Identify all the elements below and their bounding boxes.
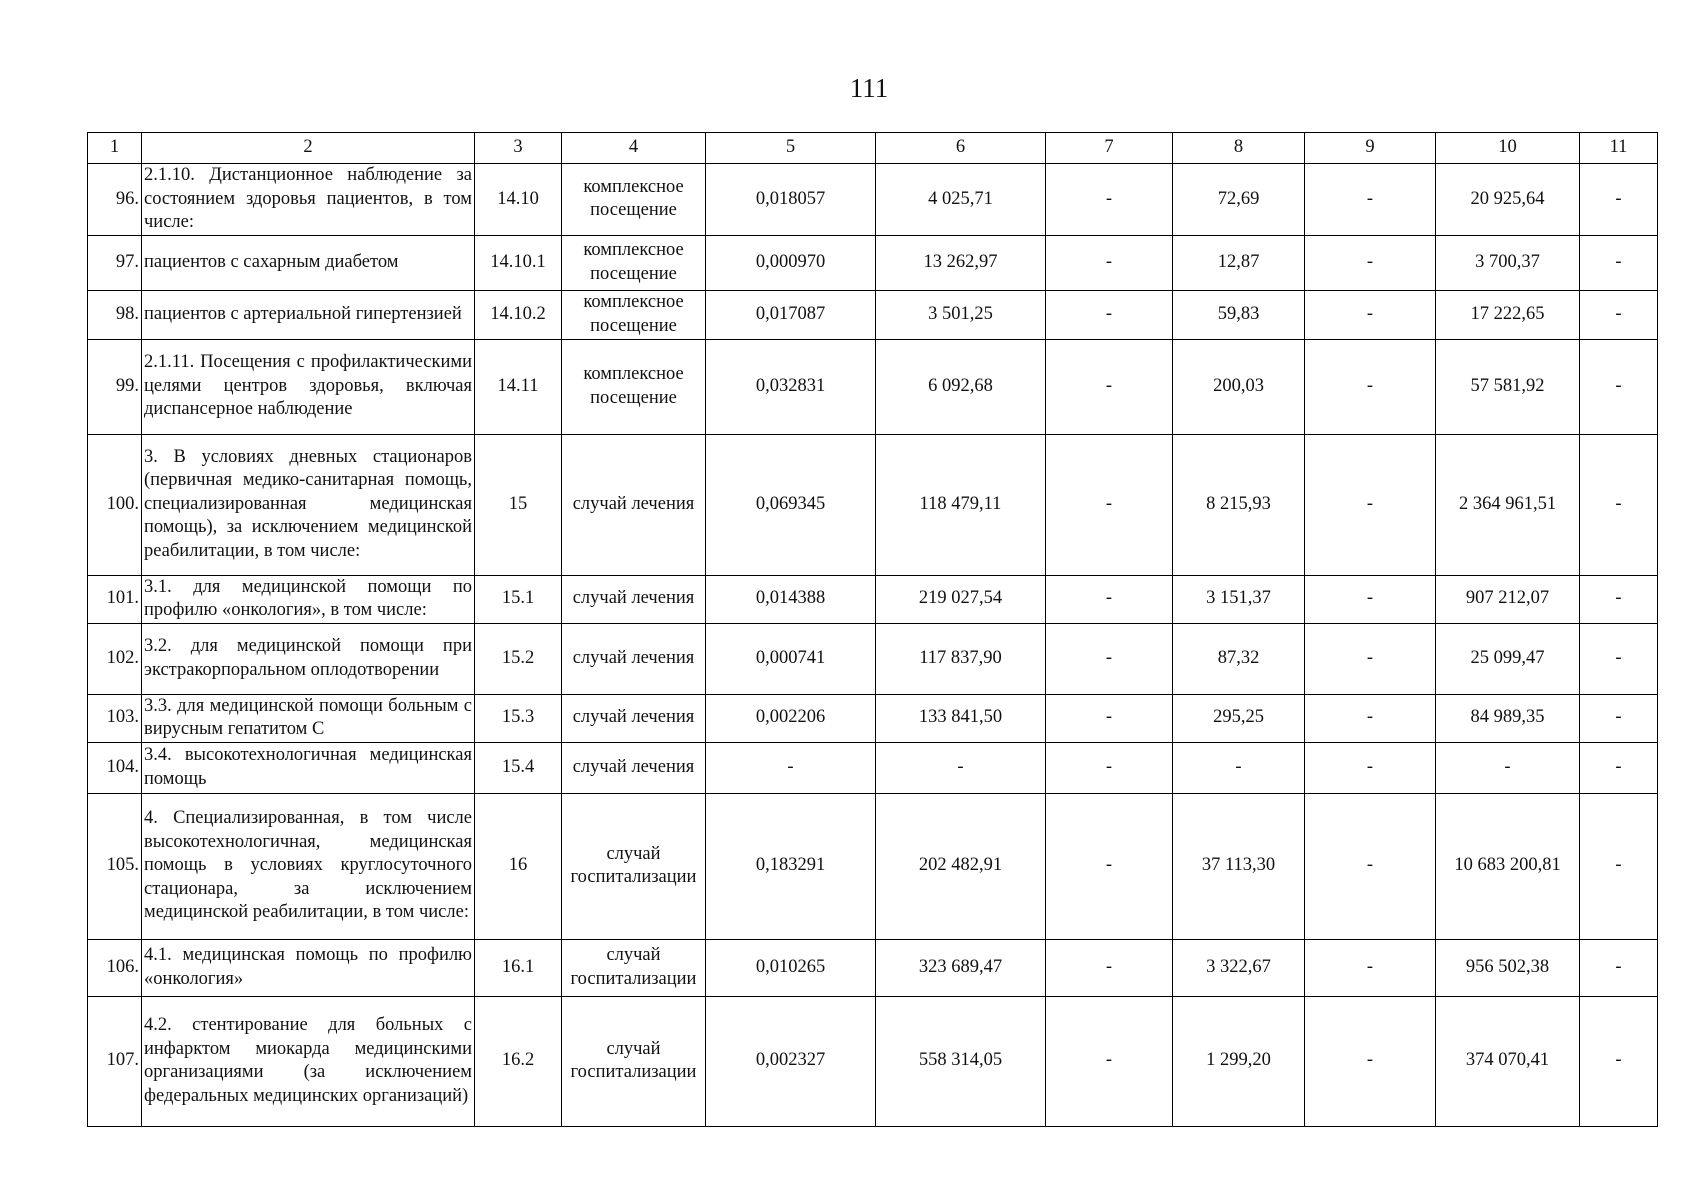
row-value: - xyxy=(1305,290,1436,339)
row-number: 103. xyxy=(88,694,142,742)
column-header: 4 xyxy=(562,133,706,164)
row-unit: случай лечения xyxy=(562,742,706,793)
column-header: 3 xyxy=(475,133,562,164)
row-value: 6 092,68 xyxy=(876,339,1046,434)
row-value: 295,25 xyxy=(1173,694,1305,742)
table-row xyxy=(88,290,1658,339)
row-value: 0,002206 xyxy=(706,694,876,742)
table-row xyxy=(88,793,1658,939)
row-value: 57 581,92 xyxy=(1436,339,1580,434)
row-number: 96. xyxy=(88,164,142,236)
row-number: 99. xyxy=(88,339,142,434)
row-value: 13 262,97 xyxy=(876,235,1046,290)
row-code: 15 xyxy=(475,434,562,575)
row-value: - xyxy=(1305,793,1436,939)
row-value: 3 501,25 xyxy=(876,290,1046,339)
table-row xyxy=(88,164,1658,236)
row-unit: случай госпитализации xyxy=(562,996,706,1126)
row-value: - xyxy=(1305,742,1436,793)
table-row xyxy=(88,939,1658,996)
table-row xyxy=(88,235,1658,290)
row-value: - xyxy=(1305,235,1436,290)
row-value: - xyxy=(1046,996,1173,1126)
row-value: 219 027,54 xyxy=(876,575,1046,623)
row-value: - xyxy=(1580,793,1658,939)
row-value: - xyxy=(1046,793,1173,939)
table-header-row xyxy=(88,133,1658,164)
row-value: - xyxy=(706,742,876,793)
row-unit: случай лечения xyxy=(562,434,706,575)
row-code: 15.2 xyxy=(475,623,562,694)
row-code: 16 xyxy=(475,793,562,939)
row-name: 3.2. для медицинской помощи при экстракорпоральном оплодотворении xyxy=(142,623,475,694)
row-value: - xyxy=(1436,742,1580,793)
row-value: 20 925,64 xyxy=(1436,164,1580,236)
row-value: - xyxy=(1580,742,1658,793)
row-value: 117 837,90 xyxy=(876,623,1046,694)
row-value: 0,069345 xyxy=(706,434,876,575)
row-unit: комплексное посещение xyxy=(562,339,706,434)
row-value: 907 212,07 xyxy=(1436,575,1580,623)
row-value: - xyxy=(1305,339,1436,434)
row-value: 25 099,47 xyxy=(1436,623,1580,694)
row-value: 323 689,47 xyxy=(876,939,1046,996)
row-name: 4.1. медицинская помощь по профилю «онкология» xyxy=(142,939,475,996)
row-value: 17 222,65 xyxy=(1436,290,1580,339)
row-value: 118 479,11 xyxy=(876,434,1046,575)
row-unit: случай лечения xyxy=(562,623,706,694)
data-table xyxy=(87,132,1658,1127)
row-value: - xyxy=(1305,575,1436,623)
column-header: 10 xyxy=(1436,133,1580,164)
row-name: 4.2. стентирование для больных с инфарктом миокарда медицинскими организациями (за исключением федеральных медицинских организаций) xyxy=(142,996,475,1126)
row-value: 10 683 200,81 xyxy=(1436,793,1580,939)
row-name: 3.4. высокотехнологичная медицинская помощь xyxy=(142,742,475,793)
row-value: 0,000741 xyxy=(706,623,876,694)
row-code: 15.1 xyxy=(475,575,562,623)
row-value: - xyxy=(1305,434,1436,575)
row-value: 59,83 xyxy=(1173,290,1305,339)
row-value: - xyxy=(1046,290,1173,339)
row-value: 133 841,50 xyxy=(876,694,1046,742)
row-number: 97. xyxy=(88,235,142,290)
row-value: 84 989,35 xyxy=(1436,694,1580,742)
row-value: - xyxy=(1305,996,1436,1126)
row-name: 4. Специализированная, в том числе высокотехнологичная, медицинская помощь в условиях круглосуточного стационара, за исключением медицинской реабилитации, в том числе: xyxy=(142,793,475,939)
row-number: 100. xyxy=(88,434,142,575)
row-value: 87,32 xyxy=(1173,623,1305,694)
row-code: 16.1 xyxy=(475,939,562,996)
row-name: 3.3. для медицинской помощи больным с вирусным гепатитом С xyxy=(142,694,475,742)
row-unit: комплексное посещение xyxy=(562,235,706,290)
row-name: 2.1.10. Дистанционное наблюдение за состоянием здоровья пациентов, в том числе: xyxy=(142,164,475,236)
row-value: 37 113,30 xyxy=(1173,793,1305,939)
row-value: 956 502,38 xyxy=(1436,939,1580,996)
column-header: 11 xyxy=(1580,133,1658,164)
row-name: 3.1. для медицинской помощи по профилю «онкология», в том числе: xyxy=(142,575,475,623)
row-value: 0,032831 xyxy=(706,339,876,434)
row-value: - xyxy=(1580,623,1658,694)
row-number: 102. xyxy=(88,623,142,694)
column-header: 1 xyxy=(88,133,142,164)
row-code: 14.10 xyxy=(475,164,562,236)
table-row xyxy=(88,434,1658,575)
table-row xyxy=(88,694,1658,742)
row-unit: случай госпитализации xyxy=(562,793,706,939)
row-value: 200,03 xyxy=(1173,339,1305,434)
row-number: 106. xyxy=(88,939,142,996)
row-value: 0,183291 xyxy=(706,793,876,939)
row-unit: комплексное посещение xyxy=(562,290,706,339)
column-header: 9 xyxy=(1305,133,1436,164)
row-value: - xyxy=(1046,339,1173,434)
row-value: - xyxy=(1046,235,1173,290)
row-value: 0,017087 xyxy=(706,290,876,339)
row-value: 0,000970 xyxy=(706,235,876,290)
column-header: 6 xyxy=(876,133,1046,164)
row-value: - xyxy=(1305,939,1436,996)
row-value: 0,010265 xyxy=(706,939,876,996)
row-number: 105. xyxy=(88,793,142,939)
row-value: 558 314,05 xyxy=(876,996,1046,1126)
row-value: 4 025,71 xyxy=(876,164,1046,236)
row-code: 15.3 xyxy=(475,694,562,742)
row-value: 0,002327 xyxy=(706,996,876,1126)
row-value: - xyxy=(1046,742,1173,793)
row-value: - xyxy=(1046,434,1173,575)
row-value: - xyxy=(1580,575,1658,623)
row-value: - xyxy=(1580,235,1658,290)
row-name: 2.1.11. Посещения с профилактическими целями центров здоровья, включая диспансерное наблюдение xyxy=(142,339,475,434)
row-value: 0,014388 xyxy=(706,575,876,623)
row-value: - xyxy=(1173,742,1305,793)
row-value: - xyxy=(1580,164,1658,236)
row-value: - xyxy=(1046,694,1173,742)
row-unit: случай госпитализации xyxy=(562,939,706,996)
row-code: 15.4 xyxy=(475,742,562,793)
row-number: 98. xyxy=(88,290,142,339)
row-value: 3 151,37 xyxy=(1173,575,1305,623)
row-unit: случай лечения xyxy=(562,575,706,623)
row-code: 16.2 xyxy=(475,996,562,1126)
column-header: 2 xyxy=(142,133,475,164)
row-value: - xyxy=(1046,164,1173,236)
column-header: 8 xyxy=(1173,133,1305,164)
row-value: - xyxy=(1046,939,1173,996)
page-number: 111 xyxy=(849,73,889,103)
row-value: - xyxy=(1046,623,1173,694)
row-value: - xyxy=(1580,996,1658,1126)
row-code: 14.11 xyxy=(475,339,562,434)
row-value: - xyxy=(876,742,1046,793)
row-value: 8 215,93 xyxy=(1173,434,1305,575)
row-value: 3 700,37 xyxy=(1436,235,1580,290)
row-value: 12,87 xyxy=(1173,235,1305,290)
row-code: 14.10.1 xyxy=(475,235,562,290)
row-unit: комплексное посещение xyxy=(562,164,706,236)
row-value: - xyxy=(1580,339,1658,434)
table-row xyxy=(88,742,1658,793)
row-value: - xyxy=(1046,575,1173,623)
row-value: - xyxy=(1305,694,1436,742)
row-value: - xyxy=(1580,939,1658,996)
row-number: 107. xyxy=(88,996,142,1126)
table-row xyxy=(88,339,1658,434)
row-value: 374 070,41 xyxy=(1436,996,1580,1126)
table-row xyxy=(88,996,1658,1126)
row-unit: случай лечения xyxy=(562,694,706,742)
row-name: пациентов с артериальной гипертензией xyxy=(142,290,475,339)
row-name: 3. В условиях дневных стационаров (первичная медико-санитарная помощь, специализированная медицинская помощь), за исключением медицинской реабилитации, в том числе: xyxy=(142,434,475,575)
table-row xyxy=(88,575,1658,623)
row-value: - xyxy=(1580,694,1658,742)
row-value: 1 299,20 xyxy=(1173,996,1305,1126)
row-value: - xyxy=(1305,164,1436,236)
row-code: 14.10.2 xyxy=(475,290,562,339)
column-header: 5 xyxy=(706,133,876,164)
column-header: 7 xyxy=(1046,133,1173,164)
row-value: - xyxy=(1580,434,1658,575)
row-value: 72,69 xyxy=(1173,164,1305,236)
row-value: 2 364 961,51 xyxy=(1436,434,1580,575)
row-number: 104. xyxy=(88,742,142,793)
row-number: 101. xyxy=(88,575,142,623)
row-value: 3 322,67 xyxy=(1173,939,1305,996)
row-value: - xyxy=(1580,290,1658,339)
row-value: 202 482,91 xyxy=(876,793,1046,939)
row-value: 0,018057 xyxy=(706,164,876,236)
row-value: - xyxy=(1305,623,1436,694)
row-name: пациентов с сахарным диабетом xyxy=(142,235,475,290)
table-row xyxy=(88,623,1658,694)
